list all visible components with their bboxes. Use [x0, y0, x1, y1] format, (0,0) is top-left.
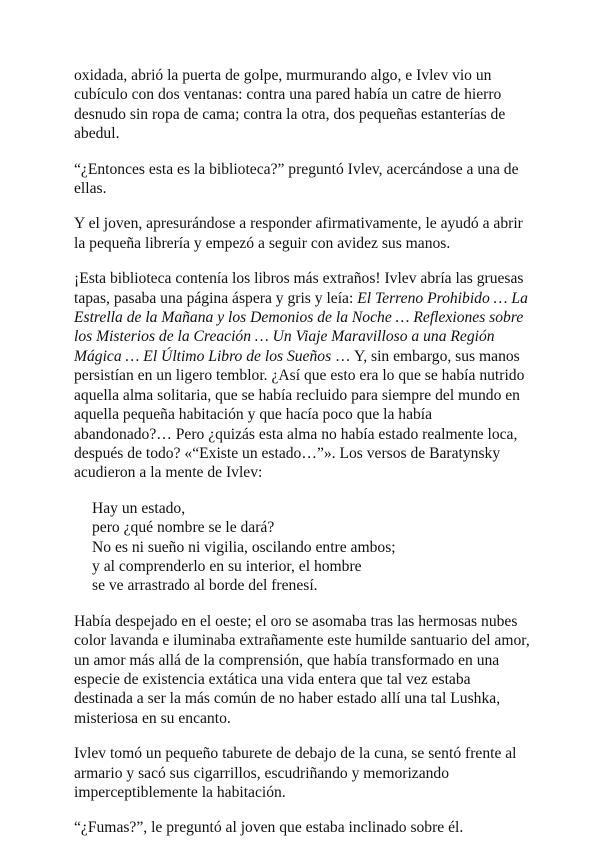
document-page [74, 66, 532, 854]
poem-line: se ve arrastrado al borde del frenesí. [92, 577, 318, 595]
poem-line: Hay un estado, [92, 499, 186, 517]
paragraphs-before-poem [74, 66, 532, 483]
paragraph-p1 [74, 66, 532, 144]
paragraph-text: … Y, sin embargo, sus manos persistían en un ligero temblor. ¿Así que esto era lo que se había nutrido aquella alma solitaria, que se había recluido para siempre del mundo en aquella pequeña habitación y que hacía poco que la había abandonado?… Pero ¿quizás esta alma no había estado realmente loca, después de todo? «“Existe un estado…”». Los versos de Baratynsky acudieron a la mente de Ivlev: [74, 347, 525, 482]
paragraph-p3 [74, 214, 532, 253]
book-titles-italic: El Terreno Prohibido … La Estrella de la Mañana y los Demonios de la Noche … Reflexiones sobre los Misterios de la Creación … Un Viaje Maravilloso a una Región Mágica … El Último Libro de los Sueños [74, 289, 528, 365]
paragraph-p7 [74, 818, 532, 837]
paragraph-p2 [74, 160, 532, 199]
paragraph-text: ¡Esta biblioteca contenía los libros más extraños! Ivlev abría las gruesas tapas, pasaba una página áspera y gris y leía: [74, 270, 524, 307]
paragraph-text: oxidada, abrió la puerta de golpe, murmurando algo, e Ivlev vio un cubículo con dos ventanas: contra una pared había un catre de hierro desnudo sin ropa de cama; contra la otra, dos pequeñas estanterías de abedul. [74, 67, 506, 143]
paragraph-text: Ivlev tomó un pequeño taburete de debajo de la cuna, se sentó frente al armario y sacó sus cigarrillos, escudriñando y memorizando imperceptiblemente la habitación. [74, 745, 517, 801]
paragraph-text: Había despejado en el oeste; el oro se asomaba tras las hermosas nubes color lavanda e iluminaba extrañamente este humilde santuario del amor, un amor más allá de la comprensión, que había transformado en una especie de existencia extática una vida entera que tal vez estaba destinada a ser la más común de no haber estado allí una tal Lushka, misteriosa en su encanto. [74, 612, 530, 727]
paragraph-p5 [74, 612, 532, 728]
paragraph-text: “¿Fumas?”, le preguntó al joven que estaba inclinado sobre él. [74, 819, 464, 837]
paragraph-text: “¿Entonces esta es la biblioteca?” preguntó Ivlev, acercándose a una de ellas. [74, 160, 519, 198]
paragraph-p4 [74, 269, 532, 482]
poem-line: pero ¿qué nombre se le dará? [92, 519, 275, 537]
poem-line: No es ni sueño ni vigilia, oscilando entre ambos; [92, 538, 396, 556]
paragraphs-after-poem [74, 612, 532, 838]
poem-block [92, 499, 532, 596]
paragraph-text: Y el joven, apresurándose a responder afirmativamente, le ayudó a abrir la pequeña librería y empezó a seguir con avidez sus manos. [74, 215, 523, 252]
poem-line: y al comprenderlo en su interior, el hombre [92, 557, 362, 575]
paragraph-p6 [74, 744, 532, 802]
